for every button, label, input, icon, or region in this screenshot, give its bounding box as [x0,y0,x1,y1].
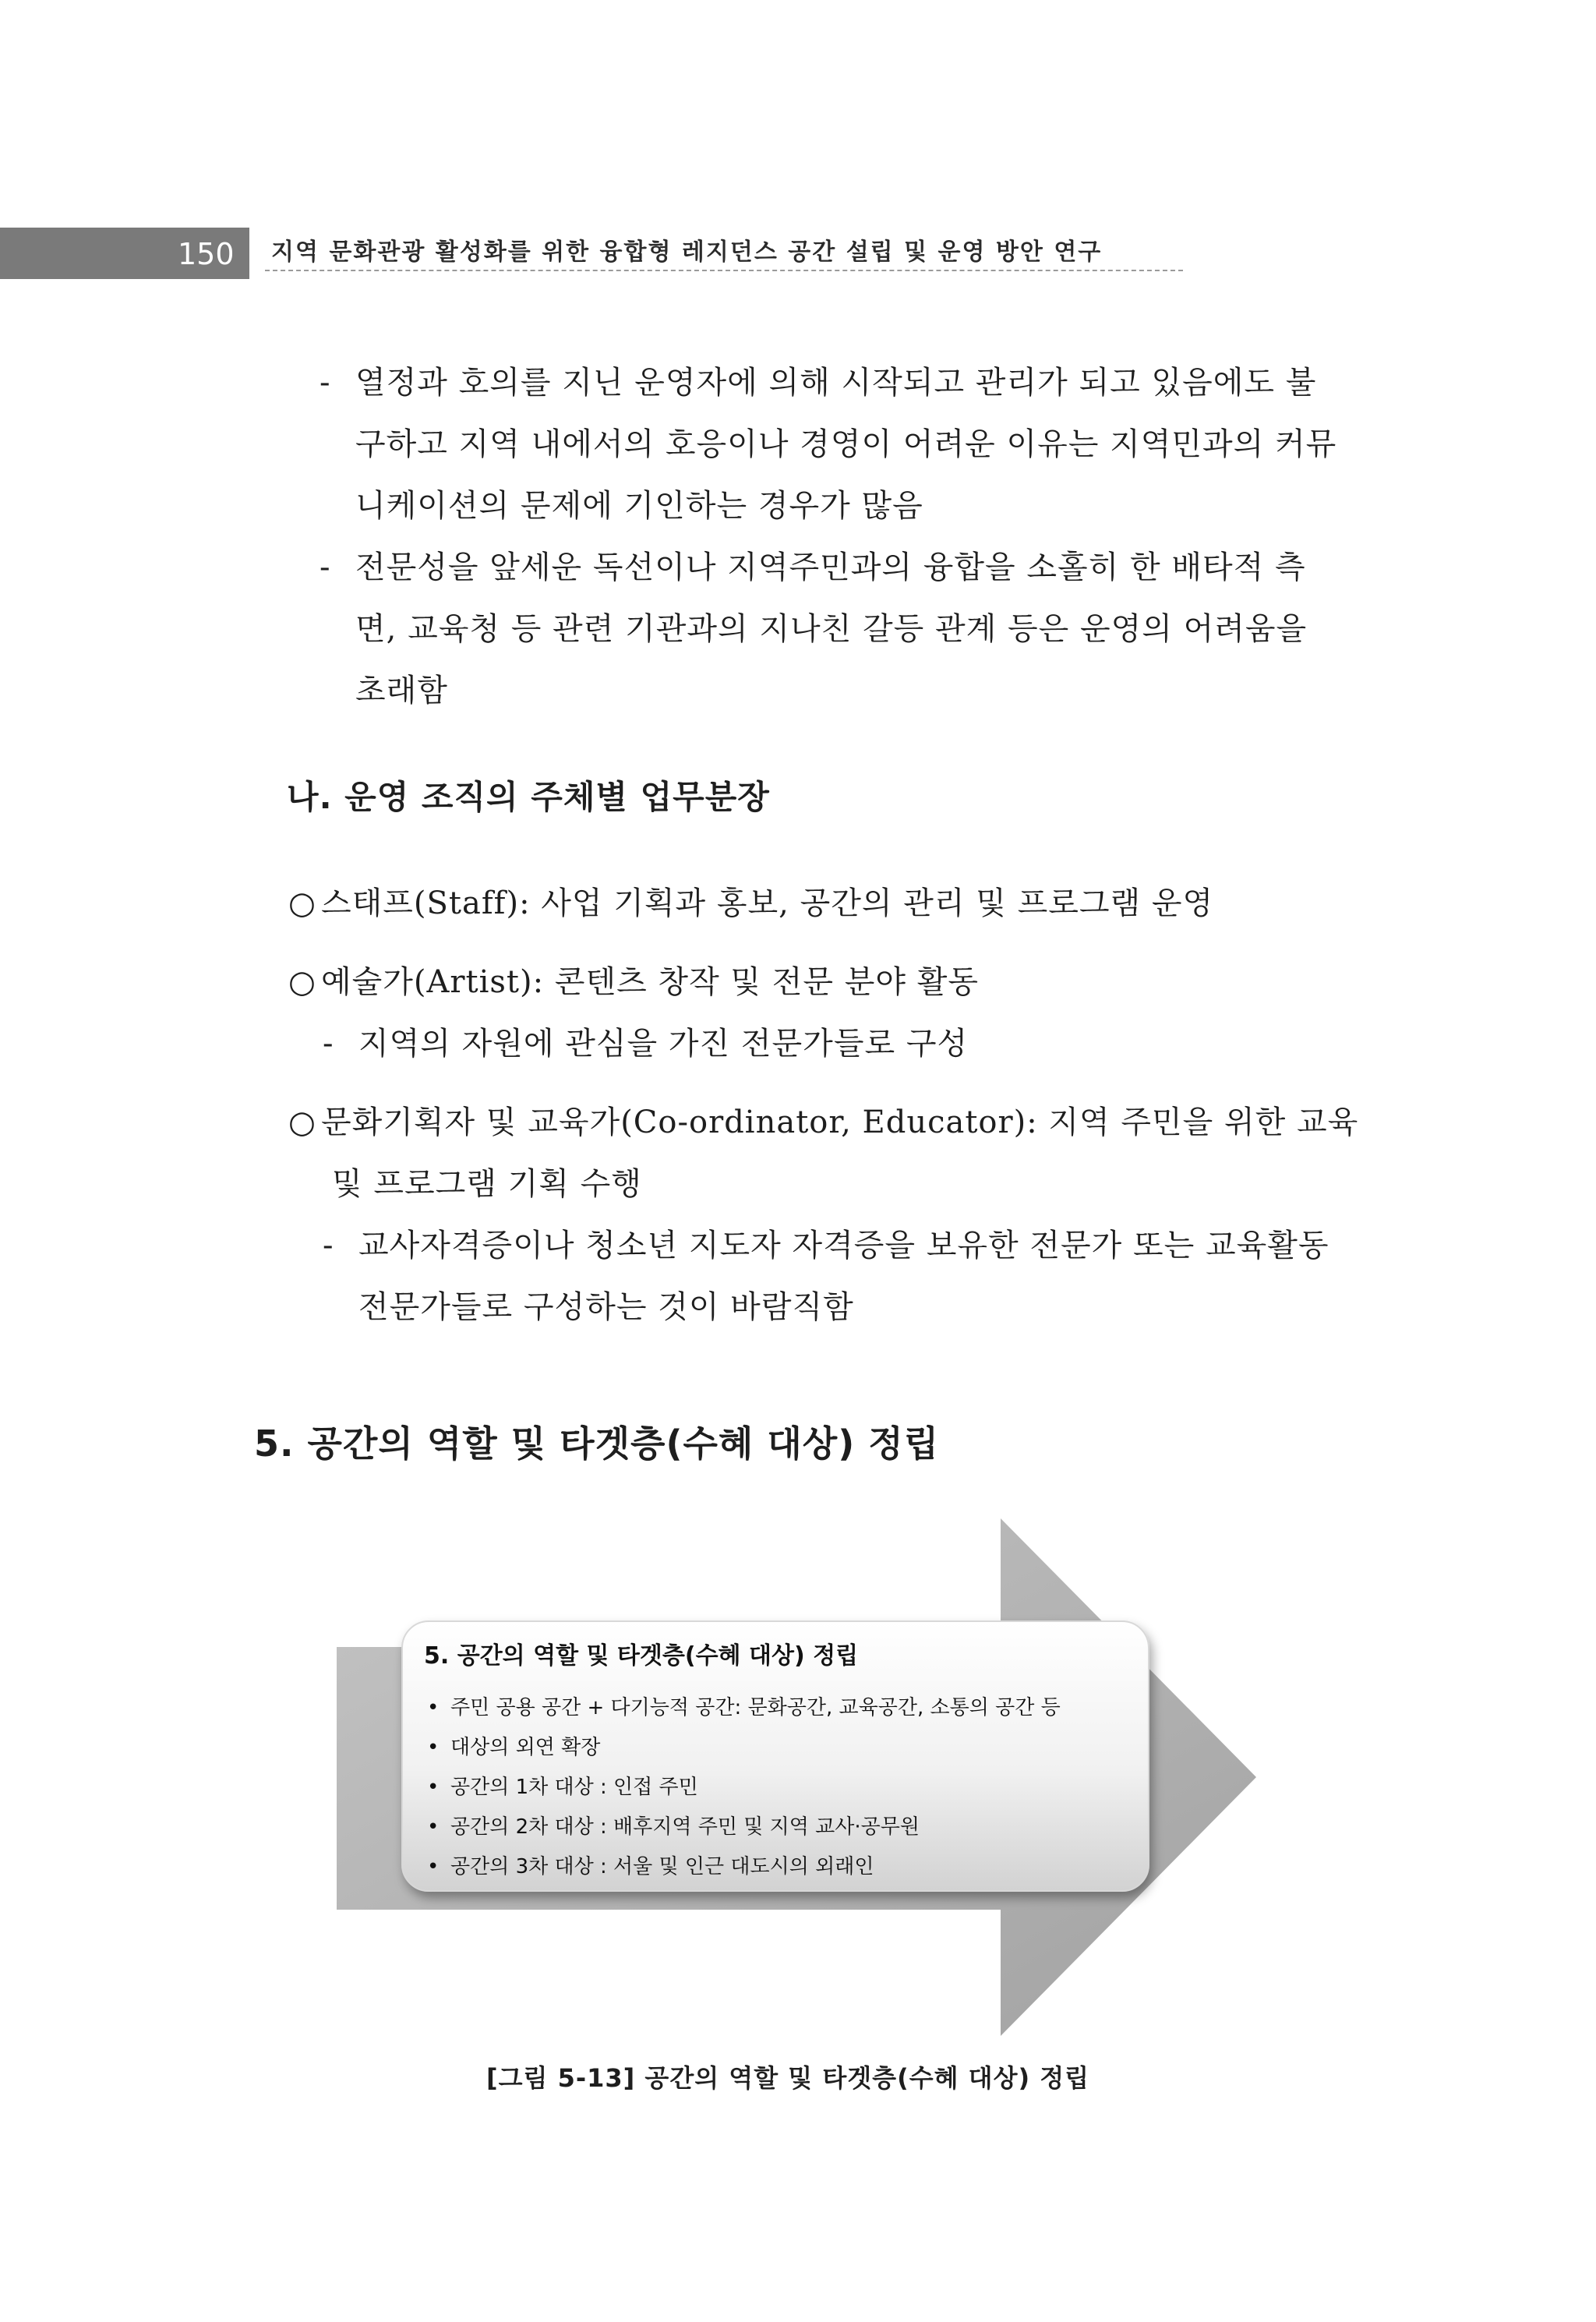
bullet-text: 초래함 [355,673,448,709]
role-sub-text: 전문가들로 구성하는 것이 바람직함 [358,1289,854,1325]
bullet-text: 열정과 호의를 지닌 운영자에 의해 시작되고 관리가 되고 있음에도 불 [355,365,1317,401]
figure [327,1512,1278,2042]
bullet-text: 니케이션의 문제에 기인하는 경우가 많음 [355,488,923,524]
figure-box-title: 5. 공간의 역할 및 타겟층(수혜 대상) 정립 [424,1642,859,1670]
figure-item-text: 공간의 1차 대상 : 인접 주민 [450,1776,698,1799]
figure-caption: [그림 5-13] 공간의 역할 및 타겟층(수혜 대상) 정립 [486,2063,1090,2093]
figure-item-text: 공간의 3차 대상 : 서울 및 인근 대도시의 외래인 [450,1855,874,1878]
figure-list-item [424,1808,1141,1847]
figure-item-text: 공간의 2차 대상 : 배후지역 주민 및 지역 교사·공무원 [450,1815,920,1839]
bullet-line [320,660,1340,722]
role-line [320,1154,1340,1215]
figure-box [402,1621,1149,1891]
figure-list-item [424,1688,1141,1728]
bullet-line [320,352,1340,414]
circle-marker: ○ [288,885,316,921]
figure-list-item [424,1847,1141,1887]
role-sub-line [320,1277,1340,1338]
section-heading: 5. 공간의 역할 및 타겟층(수혜 대상) 정립 [254,1423,940,1465]
bullet-text: 전문성을 앞세운 독선이나 지역주민과의 융합을 소홀히 한 배타적 측 [355,550,1306,585]
figure-list-item [424,1768,1141,1808]
circle-marker: ○ [288,964,316,1000]
role-line [288,952,1340,1013]
bullet-line [320,537,1340,599]
bullet-text: 면, 교육청 등 관련 기관과의 지나친 갈등 관계 등은 운영의 어려움을 [355,611,1308,647]
dash-marker: - [320,365,331,401]
figure-list [424,1688,1141,1887]
figure-list-item [424,1728,1141,1768]
running-title: 지역 문화관광 활성화를 위한 융합형 레지던스 공간 설립 및 운영 방안 연구 [271,239,1103,266]
role-text: 문화기획자 및 교육가(Co-ordinator, Educator): 지역 주민을 위한 교육 [321,1104,1359,1140]
figure-item-text: 주민 공용 공간 + 다기능적 공간: 문화공간, 교육공간, 소통의 공간 등 [450,1696,1061,1719]
bullet-dot: • [427,1776,440,1799]
role-text: 스태프(Staff): 사업 기획과 홍보, 공간의 관리 및 프로그램 운영 [321,885,1214,921]
bullet-dot: • [427,1696,440,1719]
role-text: 및 프로그램 기획 수행 [332,1166,642,1202]
bullet-dot: • [427,1736,440,1759]
bullet-line [320,414,1340,475]
role-line [288,873,1340,935]
role-line [288,1092,1359,1154]
role-sub-line [320,1013,1340,1075]
bullet-line [320,475,1340,537]
bullet-text: 구하고 지역 내에서의 호응이나 경영이 어려운 이유는 지역민과의 커뮤 [355,426,1337,462]
dash-marker: - [320,550,331,585]
role-list [288,873,1340,935]
role-sub-line [320,1215,1340,1277]
dash-marker: - [323,1026,334,1062]
bullet-dot: • [427,1855,440,1878]
circle-marker: ○ [288,1104,316,1140]
bullet-dot: • [427,1815,440,1839]
role-list [288,952,1340,1075]
figure-item-text: 대상의 외연 확장 [450,1736,601,1759]
page-number: 150 [178,237,235,271]
role-sub-text: 지역의 자원에 관심을 가진 전문가들로 구성 [358,1026,969,1062]
subheading: 나. 운영 조직의 주체별 업무분장 [287,778,770,816]
intro-bullets [320,352,1340,722]
dash-marker: - [323,1228,334,1263]
role-text: 예술가(Artist): 콘텐츠 창작 및 전문 분야 활동 [321,964,980,1000]
role-sub-text: 교사자격증이나 청소년 지도자 자격증을 보유한 전문가 또는 교육활동 [358,1228,1329,1263]
title-divider [265,270,1183,271]
role-list [288,1092,1359,1338]
bullet-line [320,599,1340,660]
